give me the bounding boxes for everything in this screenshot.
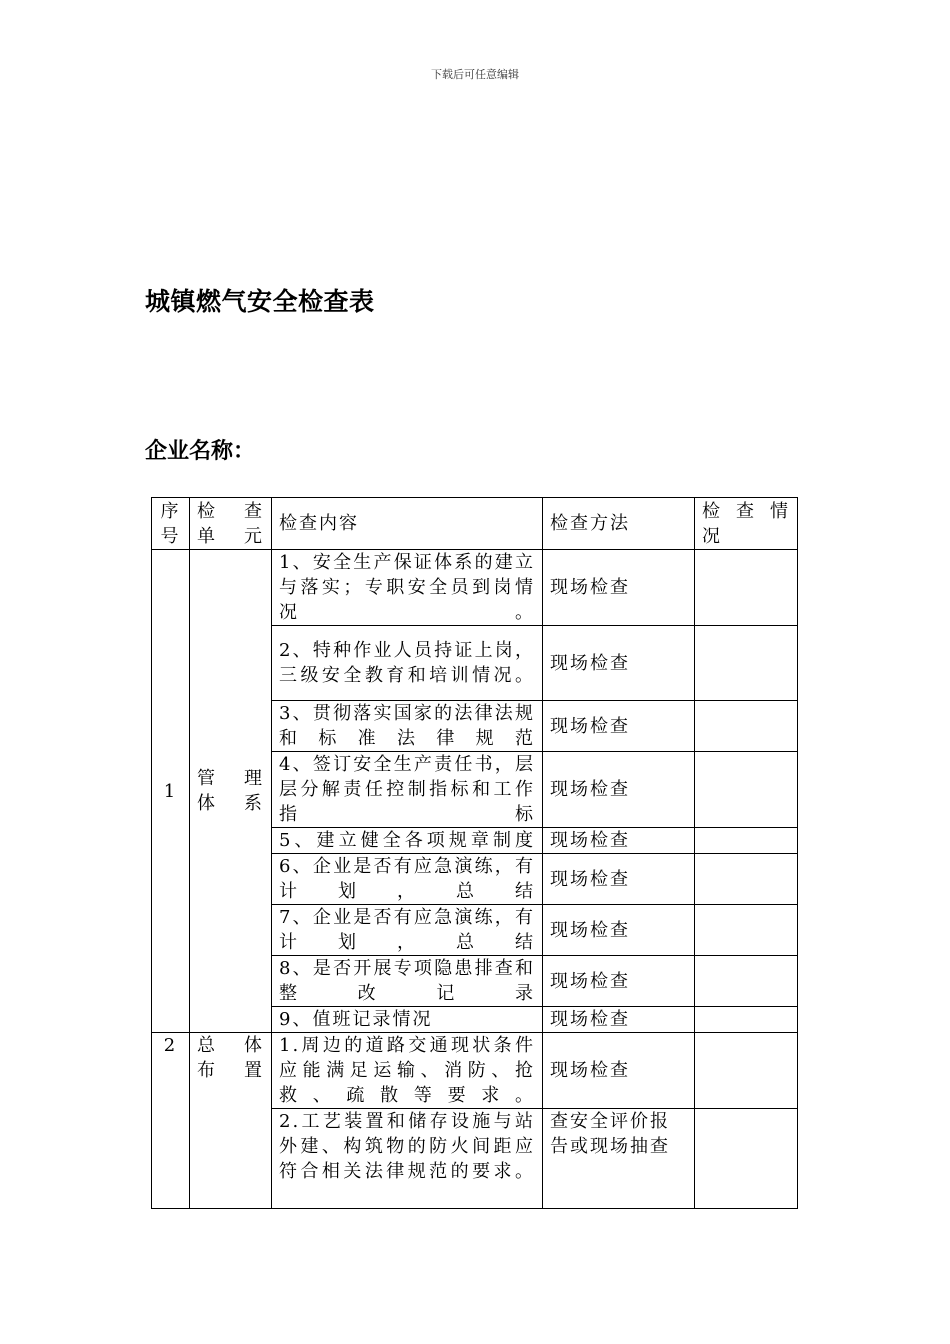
item-content: 9、值班记录情况 bbox=[272, 1007, 543, 1033]
item-content: 1.周边的道路交通现状条件应能满足运输、消防、抢救、疏散等要求。 bbox=[272, 1033, 543, 1109]
item-content: 5、建立健全各项规章制度 bbox=[272, 828, 543, 854]
table-row bbox=[152, 1033, 798, 1109]
header-no: 序号 bbox=[152, 498, 190, 550]
item-result[interactable] bbox=[695, 1109, 798, 1209]
group-unit: 总 体 布置 bbox=[190, 1033, 272, 1209]
item-content: 7、企业是否有应急演练，有计划，总结 bbox=[272, 905, 543, 956]
item-method: 查安全评价报告或现场抽查 bbox=[543, 1109, 695, 1209]
company-name-label: 企业名称： bbox=[145, 439, 256, 464]
item-result[interactable] bbox=[695, 854, 798, 905]
item-result[interactable] bbox=[695, 1007, 798, 1033]
inspection-table bbox=[151, 497, 798, 1209]
item-result[interactable] bbox=[695, 828, 798, 854]
group-number: 1 bbox=[152, 550, 190, 1033]
header-unit: 检 查 单元 bbox=[190, 498, 272, 550]
item-content: 6、企业是否有应急演练，有计划，总结 bbox=[272, 854, 543, 905]
item-result[interactable] bbox=[695, 626, 798, 701]
header-result: 检 查 情况 bbox=[695, 498, 798, 550]
item-method: 现场检查 bbox=[543, 626, 695, 701]
item-content: 4、签订安全生产责任书，层层分解责任控制指标和工作指标 bbox=[272, 752, 543, 828]
item-method: 现场检查 bbox=[543, 956, 695, 1007]
group-unit: 管 理 体系 bbox=[190, 550, 272, 1033]
item-result[interactable] bbox=[695, 1033, 798, 1109]
document-title: 城镇燃气安全检查表 bbox=[145, 287, 375, 316]
item-result[interactable] bbox=[695, 752, 798, 828]
item-result[interactable] bbox=[695, 550, 798, 626]
header-method: 检查方法 bbox=[543, 498, 695, 550]
header-note: 下载后可任意编辑 bbox=[431, 68, 519, 81]
item-method: 现场检查 bbox=[543, 550, 695, 626]
item-method: 现场检查 bbox=[543, 752, 695, 828]
item-method: 现场检查 bbox=[543, 828, 695, 854]
item-method: 现场检查 bbox=[543, 701, 695, 752]
item-result[interactable] bbox=[695, 905, 798, 956]
item-result[interactable] bbox=[695, 956, 798, 1007]
item-method: 现场检查 bbox=[543, 1007, 695, 1033]
group-number: 2 bbox=[152, 1033, 190, 1209]
item-content: 2.工艺装置和储存设施与站外建、构筑物的防火间距应符合相关法律规范的要求。 bbox=[272, 1109, 543, 1209]
item-method: 现场检查 bbox=[543, 854, 695, 905]
item-content: 2、特种作业人员持证上岗，三级安全教育和培训情况。 bbox=[272, 626, 543, 701]
item-method: 现场检查 bbox=[543, 905, 695, 956]
header-content: 检查内容 bbox=[272, 498, 543, 550]
item-result[interactable] bbox=[695, 701, 798, 752]
item-method: 现场检查 bbox=[543, 1033, 695, 1109]
item-content: 3、贯彻落实国家的法律法规和标准法律规范 bbox=[272, 701, 543, 752]
table-row bbox=[152, 550, 798, 626]
table-header-row bbox=[152, 498, 798, 550]
item-content: 1、安全生产保证体系的建立与落实；专职安全员到岗情况。 bbox=[272, 550, 543, 626]
item-content: 8、是否开展专项隐患排查和整改记录 bbox=[272, 956, 543, 1007]
